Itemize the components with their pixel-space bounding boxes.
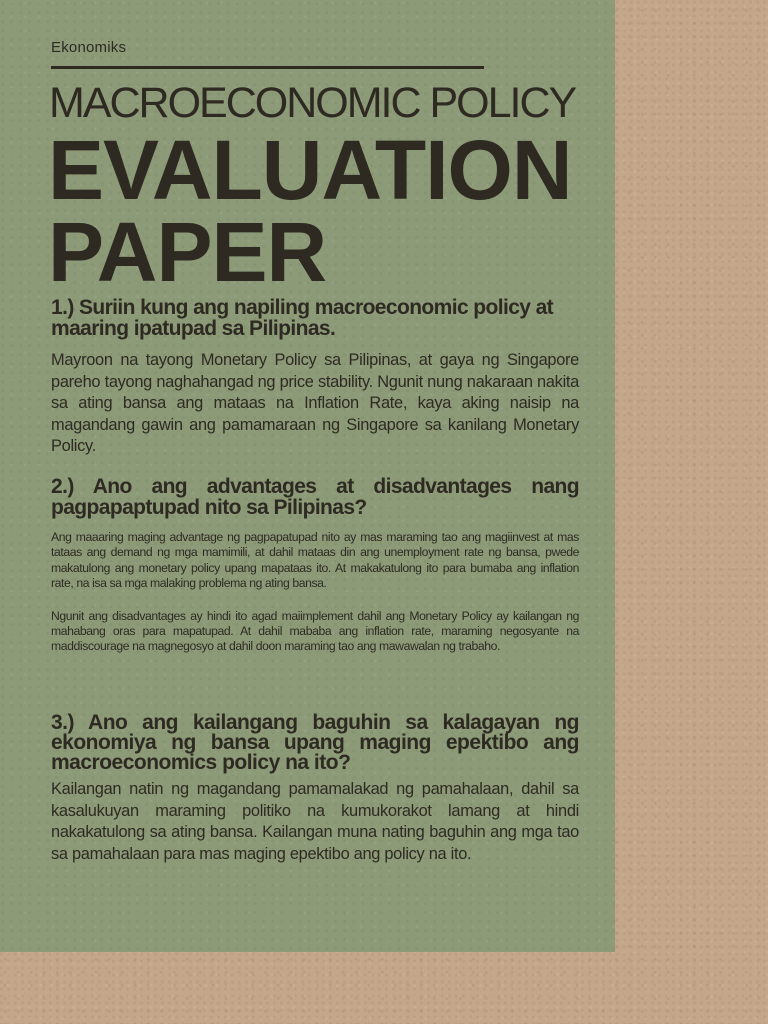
- answer-1: Mayroon na tayong Monetary Policy sa Pilipinas, at gaya ng Singapore pareho tayong naghahangad ng price stability. Ngunit nung nakaraan nakita sa ating bansa ang mataas na Inflation Rate, kaya aking naisip na magandang gawin ang pamamaraan ng Singapore sa kanilang Monetary Policy.: [51, 351, 579, 455]
- answer-2-advantages: Ang maaaring maging advantage ng pagpapatupad nito ay mas maraming tao ang magiinvest at mas tataas ang demand ng mga mamimili, at dahil mataas din ang unemployment rate ng bansa, pwede makatulong ang monetary policy upang mapataas ito. At makakatulong ito para bumaba ang inflation rate, na isa sa mga malaking problema ng ating bansa.: [51, 530, 579, 591]
- answer-3: Kailangan natin ng magandang pamamalakad ng pamahalaan, dahil sa kasalukuyan maraming politiko na kumukorakot lamang at hindi nakakatulong sa ating bansa. Kailangan muna nating baguhin ang mga tao sa pamahalaan para mas maging epektibo ang policy na ito.: [51, 780, 579, 863]
- header-rule: [51, 66, 484, 69]
- title-line-macroeconomic-policy: MACROECONOMIC POLICY: [49, 79, 576, 127]
- question-2: 2.) Ano ang advantages at disadvantages nang pagpapaptupad nito sa Pilipinas?: [51, 475, 579, 519]
- section-2: [51, 476, 579, 655]
- subject-label: Ekonomiks: [51, 39, 127, 56]
- section-1: [51, 297, 579, 458]
- title-line-evaluation: EVALUATION: [48, 123, 572, 217]
- answer-2-disadvantages: Ngunit ang disadvantages ay hindi ito agad maiimplement dahil ang Monetary Policy ay kailangan ng mahabang oras para mapatupad. At dahil mababa ang inflation rate, maraming negosyante na maddiscourage na magnegosyo at dahil doon maraming tao ang mawawalan ng trabaho.: [51, 608, 579, 654]
- question-3: 3.) Ano ang kailangang baguhin sa kalagayan ng ekonomiya ng bansa upang maging epektibo ang macroeconomics policy na ito?: [51, 711, 579, 774]
- section-3: [51, 713, 579, 865]
- title-line-paper: PAPER: [48, 205, 327, 299]
- question-1: 1.) Suriin kung ang napiling macroeconomic policy at maaring ipatupad sa Pilipinas.: [51, 296, 554, 340]
